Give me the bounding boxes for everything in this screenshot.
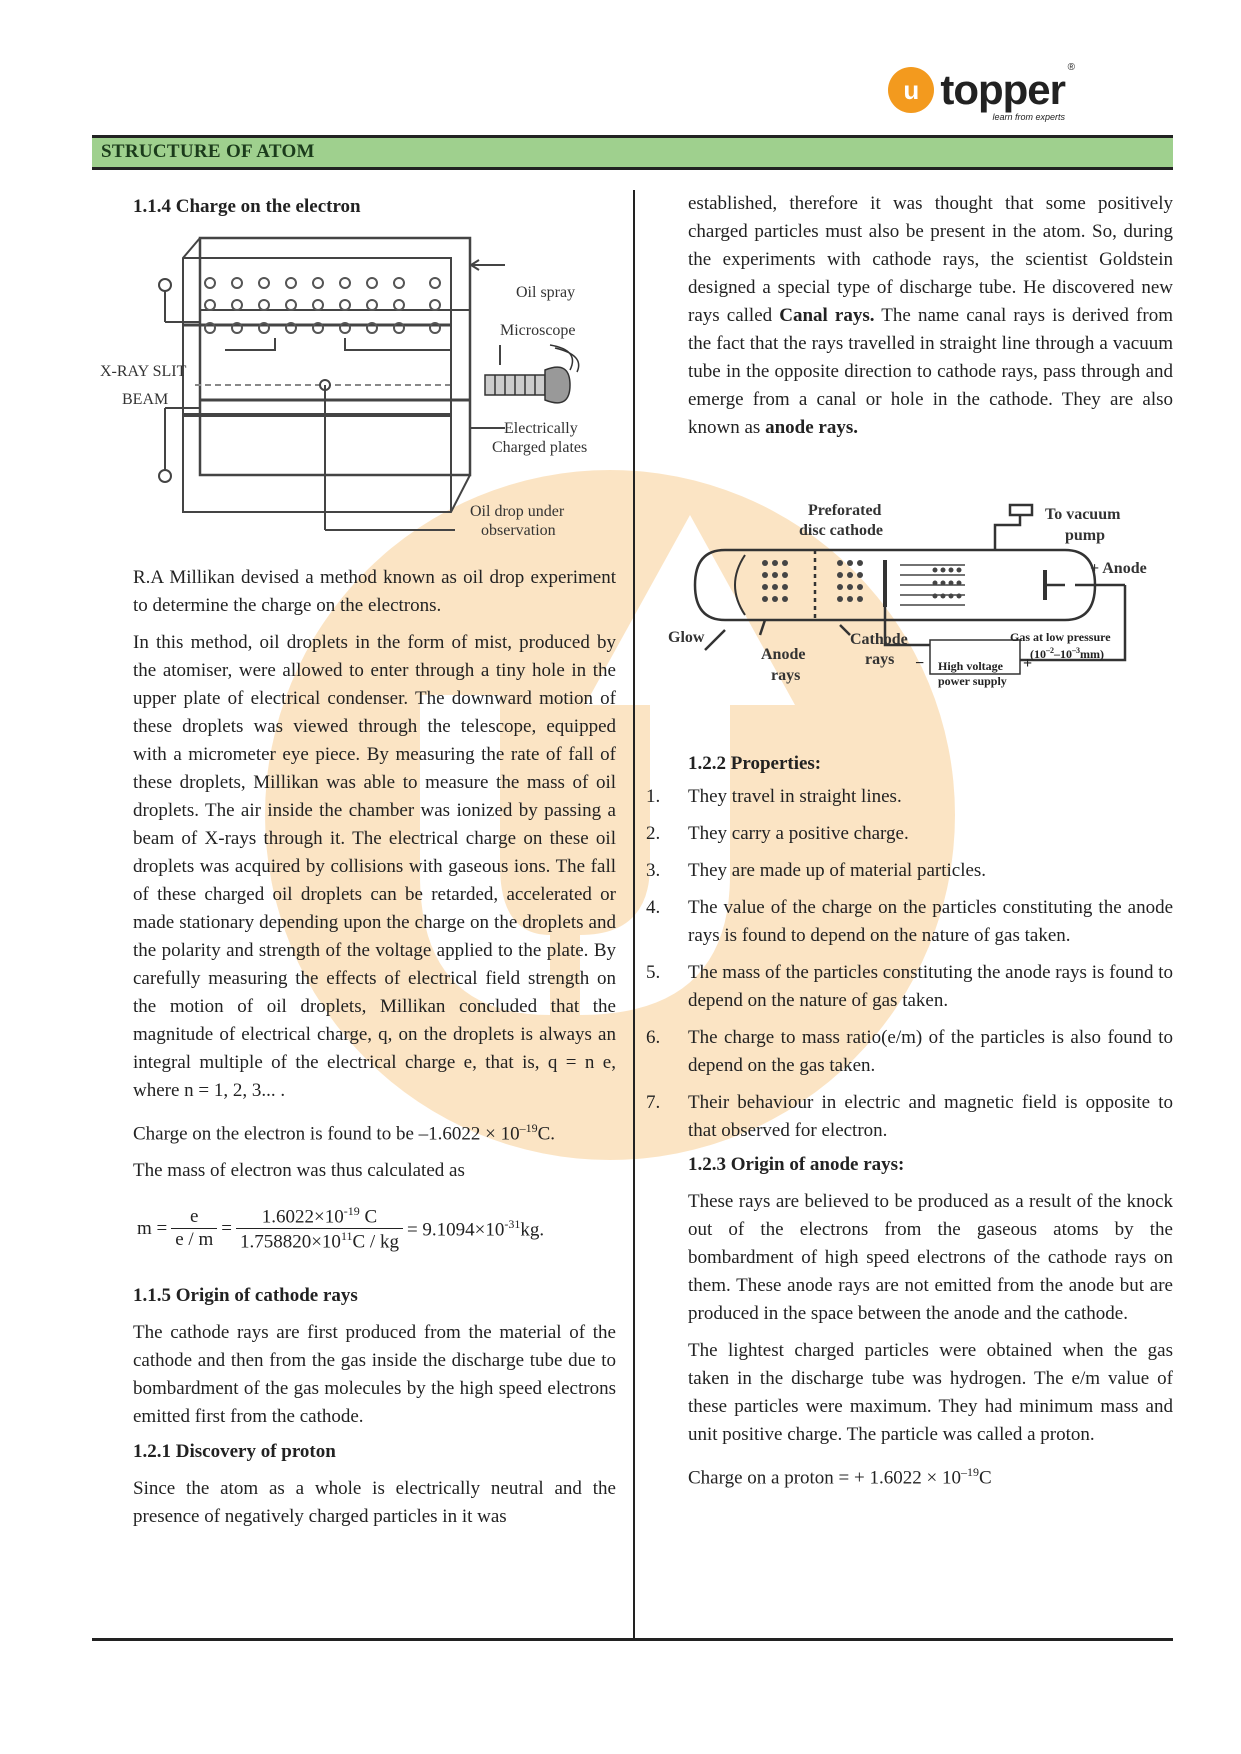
label-vacuum-2: pump [1065,527,1106,544]
label-high-voltage-1: High voltage [938,659,1003,673]
label-plates-1: Electrically [504,420,578,437]
brand-tagline: learn from experts [992,112,1065,122]
list-item: 1. They travel in straight lines. [646,786,902,807]
label-oil-spray: Oil spray [516,284,576,301]
label-anode: + Anode [1090,560,1147,577]
list-item: 4. The value of the charge on the particles constituting the anode rays is found to depend on the nature of gas taken. [646,897,1173,946]
brand-icon: u [888,67,934,113]
label-vacuum-1: To vacuum [1045,506,1121,523]
para-method: In this method, oil droplets in the form of mist, produced by the atomiser, were allowed to enter through a tiny hole in the upper plate of electrical condenser. The downward motion of these droplets was viewed through the telescope, equipped with a micrometer eye piece. By measuring the rate of fall of these droplets, Millikan was able to measure the mass of oil droplets. The air inside the chamber was ionized by passing a beam of X-rays through it. The electrical charge on these oil droplets was acquired by collisions with gaseous ions. The fall of these charged oil droplets can be retarded, accelerated or made stationary depending upon the charge on the droplets and the polarity and strength of the voltage applied to the plate. By carefully measuring the effects of electrical field strength on the motion of oil droplets, Millikan concluded that the magnitude of electrical charge, q, on the droplets is always an integral multiple of the electrical charge e, that is, q = n e, where n = 1, 2, 3... . [133,632,616,1101]
label-beam: BEAM [122,391,169,408]
label-cathode-rays-2: rays [865,651,895,668]
heading-charge-electron: 1.1.4 Charge on the electron [133,196,361,217]
heading-origin-cathode: 1.1.5 Origin of cathode rays [133,1285,358,1306]
para-proton-intro: Since the atom as a whole is electrically neutral and the presence of negatively charged particles in it was [133,1478,616,1527]
label-oil-drop-2: observation [481,522,556,539]
right-body-1 [688,190,1173,442]
label-minus: − [915,655,925,672]
column-divider [633,190,635,1640]
para-mass-calc: The mass of electron was thus calculated as [133,1160,465,1182]
label-high-voltage-2: power supply [938,674,1007,688]
heading-discovery-proton: 1.2.1 Discovery of proton [133,1441,336,1462]
para-millikan-intro: R.A Millikan devised a method known as oil drop experiment to determine the charge on the electrons. [133,567,616,616]
label-anode-rays-1: Anode [761,646,806,663]
heading-properties: 1.2.2 Properties: [688,753,822,774]
para-canal-rays: established, therefore it was thought that some positively charged particles must also be present in the atom. So, during the experiments with cathode rays, the scientist Goldstein designed a special type of discharge tube. He discovered new rays called Canal rays. The name canal rays is derived from the fact that the rays travelled in straight line through a vacuum tube in the opposite direction to cathode rays, pass through and emerge from a canal or hole in the cathode. They are also known as anode rays. [688,193,1173,438]
heading-origin-anode: 1.2.3 Origin of anode rays: [688,1154,905,1175]
brand-name: topper [940,66,1065,113]
left-body-1 [133,564,616,1185]
mass-formula: m = $\frac{e}{e / m}$ = $\frac{1.6022\times 10^{-19} C}{1.758820\times 10^{11}C / kg}$ = $9.1094\times 10^{-31}kg$. [137,1204,545,1253]
label-perforated-1: Preforated [808,502,882,519]
para-proton-charge: Charge on a proton = + $1.6022 \times 10^{-19}C$ [688,1465,992,1489]
millikan-apparatus-figure [95,230,615,540]
label-cathode-rays-1: Cathode [850,631,908,648]
label-gas-pressure-1: Gas at low pressure [1010,630,1111,644]
right-body-2 [646,753,1173,1492]
label-plates-2: Charged plates [492,439,588,456]
left-body-2 [133,1285,616,1531]
label-xray-slit: X-RAY SLIT [100,363,187,380]
brand-logo [888,62,1075,122]
label-perforated-2: disc cathode [799,522,883,539]
para-anode-origin: These rays are believed to be produced as a result of the knock out of the electrons from the gaseous atoms by the bombardment of high speed electrons of the cathode rays on them. These anode rays are not emitted from the anode but are produced in the space between the anode and the cathode. [688,1191,1173,1324]
list-item: 7. Their behaviour in electric and magnetic field is opposite to that observed for electron. [646,1092,1173,1141]
list-item: 5. The mass of the particles constituting the anode rays is found to depend on the nature of gas taken. [646,962,1173,1011]
label-oil-drop-1: Oil drop under [470,503,565,520]
list-item: 3. They are made up of material particles. [646,860,987,881]
page-title: STRUCTURE OF ATOM [101,141,315,162]
label-anode-rays-2: rays [771,667,801,684]
footer-line [92,1638,1173,1641]
para-electron-charge: Charge on the electron is found to be $-1.6022 \times 10^{-19}C$. [133,1121,556,1145]
brand-reg: ® [1067,62,1075,73]
para-cathode-origin: The cathode rays are first produced from the material of the cathode and then from the gas inside the discharge tube due to bombardment of the gas molecules by the high speed electrons emitted first from the cathode. [133,1322,616,1427]
para-proton: The lightest charged particles were obtained when the gas taken in the discharge tube was hydrogen. The e/m value of these particles were maximum. They had minimum mass and unit positive charge. The particle was called a proton. [688,1340,1173,1445]
label-glow: Glow [668,629,705,646]
properties-list [646,783,1173,1145]
list-item: 2. They carry a positive charge. [646,823,909,844]
list-item: 6. The charge to mass ratio(e/m) of the particles is also found to depend on the gas taken. [646,1027,1173,1076]
label-plus: + [1023,655,1033,672]
label-microscope: Microscope [500,322,576,339]
label-gas-pressure-2: $(10^{-2}-10^{-3}mm)$ [1030,646,1104,661]
